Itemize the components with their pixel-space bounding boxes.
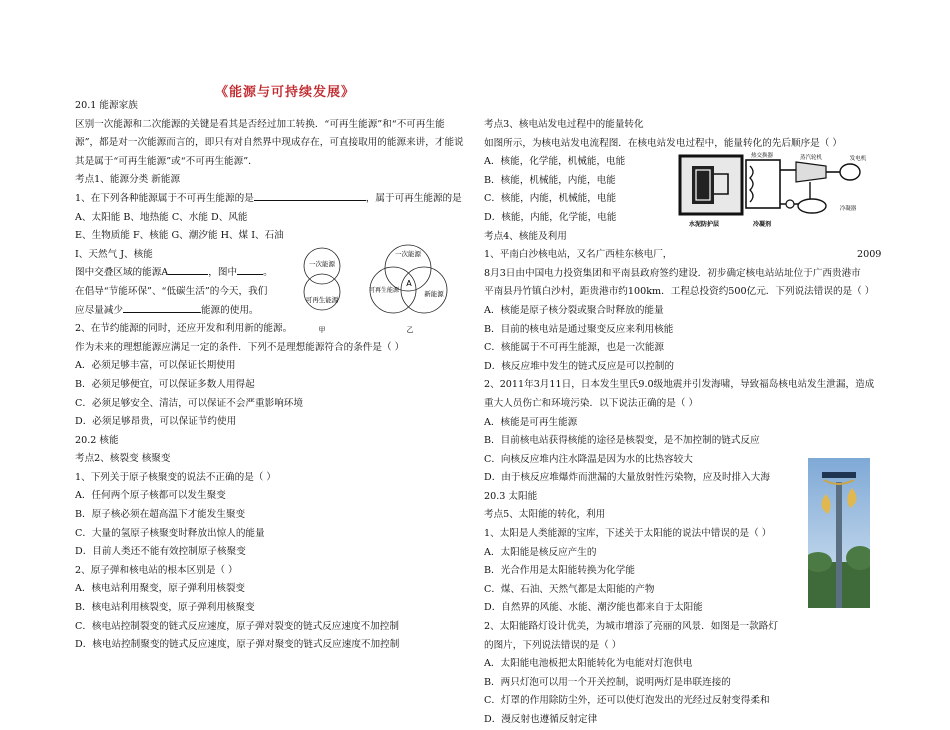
paragraph-line: 区别一次能源和二次能源的关键是看其是否经过加工转换．“可再生能源”和“不可再生能 <box>75 118 445 130</box>
option-line: A、太阳能 B、地热能 C、水能 D、风能 <box>75 211 248 223</box>
option-line: B．两只灯泡可以用一个开关控制，说明两灯是串联连接的 <box>484 676 731 688</box>
venn-diagrams <box>298 240 456 338</box>
question-line: 应尽量减少 能源的使用。 <box>75 302 475 321</box>
option-line: A．核能是可再生能源 <box>484 416 578 428</box>
venn-right <box>369 245 447 334</box>
question-line: 2、太阳能路灯设计优美，为城市增添了亮丽的风景．如图是一款路灯 <box>484 621 778 633</box>
condenser-shape <box>798 199 826 213</box>
question-line: 图中交叠区域的能源A ，图中 。 <box>75 264 475 283</box>
question-line: 1、太阳是人类能源的宝库，下述关于太阳能的说法中错误的是（ ） <box>484 528 772 540</box>
reactor-core <box>692 166 714 204</box>
solar-panel <box>822 472 856 478</box>
answer-blank[interactable] <box>254 190 366 201</box>
option-line: B．目前的核电站是通过聚变反应来利用核能 <box>484 323 674 335</box>
option-line: E、生物质能 F、核能 G、潮汐能 H、煤 I、石油 <box>75 230 284 242</box>
question-line: 的图片，下列说法错误的是（ ） <box>484 639 622 651</box>
plant-label: 冷凝器 <box>839 206 857 212</box>
option-line: C．灯罩的作用除防尘外，还可以使灯泡发出的光经过反射变得柔和 <box>484 695 770 707</box>
option-line: D．核能，内能，化学能，电能 <box>484 211 617 223</box>
option-line: D．核反应堆中发生的链式反应是可以控制的 <box>484 360 674 372</box>
topic-heading: 考点2、核裂变 核聚变 <box>75 453 171 465</box>
venn-caption: 乙 <box>406 326 414 334</box>
plant-label: 热交换器 <box>750 153 774 159</box>
section-heading: 20.2 核能 <box>75 434 119 446</box>
topic-heading: 考点4、核能及利用 <box>484 230 567 242</box>
question-line: 作为未来的理想能源应满足一定的条件．下列不是理想能源符合的条件是（ ） <box>75 341 405 353</box>
question-line: 1、在下列各种能源属于不可再生能源的是 ，属于可再生能源的是 <box>75 190 475 209</box>
question-line: 重大人员伤亡和环境污染．以下说法正确的是（ ） <box>484 397 699 409</box>
venn-label: 可再生能源 <box>305 296 339 304</box>
section-heading: 20.1 能源家族 <box>75 100 138 111</box>
solar-lamp-photo <box>808 458 870 608</box>
section-heading: 20.3 太阳能 <box>484 490 538 502</box>
topic-heading: 考点3、核电站发电过程中的能量转化 <box>484 119 644 130</box>
venn-label: 一次能源 <box>309 260 335 268</box>
option-line: C．大量的氢原子核聚变时释放出惊人的能量 <box>75 527 265 539</box>
plant-label: 蒸汽轮机 <box>799 155 823 161</box>
question-line: 1、下列关于原子核聚变的说法不正确的是（ ） <box>75 471 277 483</box>
plant-label: 冷凝剂 <box>752 221 772 228</box>
turbine-shape <box>796 162 826 182</box>
paragraph-line: 平南县丹竹镇白沙村，距贵港市约100km．工程总投资约500亿元．下列说法错误的是（ ） <box>484 286 875 298</box>
option-line: B．原子核必须在超高温下才能发生聚变 <box>75 509 246 521</box>
question-line: 2、原子弹和核电站的根本区别是（ ） <box>75 564 238 576</box>
pump-shape <box>786 200 794 208</box>
venn-caption: 甲 <box>318 326 326 334</box>
question-line: 如图所示，为核电站发电流程图．在核电站发电过程中，能量转化的先后顺序是（ ） <box>484 137 843 149</box>
option-line: D．核电站控制聚变的链式反应速度，原子弹对聚变的链式反应速度不加控制 <box>75 639 400 651</box>
option-line: A．太阳能是核反应产生的 <box>484 546 597 558</box>
paragraph-line: 在倡导“节能环保”、“低碳生活”的今天，我们 <box>75 285 268 297</box>
answer-blank[interactable] <box>123 302 201 313</box>
option-line: A．核电站利用聚变，原子弹利用核裂变 <box>75 583 246 595</box>
page-title: 《能源与可持续发展》 <box>215 85 356 100</box>
option-line: C．核电站控制裂变的链式反应速度，原子弹对裂变的链式反应速度不加控制 <box>75 620 399 632</box>
paragraph-line: 其是属于“可再生能源”或“不可再生能源”． <box>75 155 258 167</box>
option-line: C．必须足够安全、清洁，可以保证不会严重影响环境 <box>75 397 303 409</box>
option-line: C．向核反应堆内注水降温是因为水的比热容较大 <box>484 453 693 465</box>
option-line: A．核能是原子核分裂或聚合时释放的能量 <box>484 304 664 316</box>
option-line: A．核能，化学能，机械能，电能 <box>484 156 626 168</box>
question-line: 1、平南白沙核电站，又名广西桂东核电厂， 2009 <box>484 246 904 265</box>
option-line: C．煤、石油、天然气都是太阳能的产物 <box>484 583 655 595</box>
option-line: B．核能，机械能，内能，电能 <box>484 174 616 186</box>
option-line: D．自然界的风能、水能、潮汐能也都来自于太阳能 <box>484 602 703 614</box>
plant-label: 发电机 <box>849 156 867 162</box>
answer-blank[interactable] <box>168 264 208 275</box>
option-line: B．目前核电站获得核能的途径是核裂变，是不加控制的链式反应 <box>484 435 760 447</box>
option-line: D．必须足够昂贵，可以保证节约使用 <box>75 416 237 428</box>
question-line: 2、2011年3月11日，日本发生里氏9.0级地震并引发海啸，导致福岛核电站发生泄漏，造成 <box>484 379 875 391</box>
plant-label: 水泥防护层 <box>688 221 720 228</box>
option-line: B．必须足够便宜，可以保证多数人用得起 <box>75 378 255 390</box>
paragraph-line: 源”，都是对一次能源而言的，即只有对自然界中现成存在，可直接取用的能源来讲，才能说 <box>75 137 464 149</box>
venn-label: 新能源 <box>424 290 444 298</box>
venn-label: 可再生能源 <box>368 287 400 294</box>
question-line: 2、在节约能源的同时，还应开发和利用新的能源。 <box>75 323 293 335</box>
year-text: 2009 <box>857 249 882 261</box>
venn-left <box>304 248 340 334</box>
topic-heading: 考点1、能源分类 新能源 <box>75 174 181 186</box>
venn-label: A <box>406 279 412 288</box>
option-line: A．任何两个原子核都可以发生聚变 <box>75 490 226 502</box>
option-line: C．核能属于不可再生能源，也是一次能源 <box>484 342 665 354</box>
option-line: A．必须足够丰富，可以保证长期使用 <box>75 360 236 372</box>
paragraph-line: 8月3日由中国电力投资集团和平南县政府签约建设．初步确定核电站站址位于广西贵港市 <box>484 267 861 279</box>
option-line: D．目前人类还不能有效控制原子核聚变 <box>75 546 246 558</box>
option-line: B．光合作用是太阳能转换为化学能 <box>484 565 635 577</box>
option-line: B．核电站利用核裂变，原子弹利用核聚变 <box>75 602 255 614</box>
nuclear-plant-diagram <box>678 150 878 235</box>
generator-shape <box>840 164 860 180</box>
topic-heading: 考点5、太阳能的转化，利用 <box>484 509 606 521</box>
venn-label: 一次能源 <box>395 250 421 258</box>
option-line: I、天然气 J、核能 <box>75 248 153 260</box>
option-line: A．太阳能电池板把太阳能转化为电能对灯泡供电 <box>484 658 693 670</box>
option-line: C．核能，内能，机械能，电能 <box>484 193 617 205</box>
answer-blank[interactable] <box>237 264 263 275</box>
left-column <box>75 97 475 655</box>
lamp-pole <box>836 482 842 608</box>
option-line: D．漫反射也遵循反射定律 <box>484 714 598 725</box>
venn-circle <box>304 274 340 310</box>
option-line: D．由于核反应堆爆炸而泄漏的大量放射性污染物，应及时排入大海 <box>484 472 770 484</box>
